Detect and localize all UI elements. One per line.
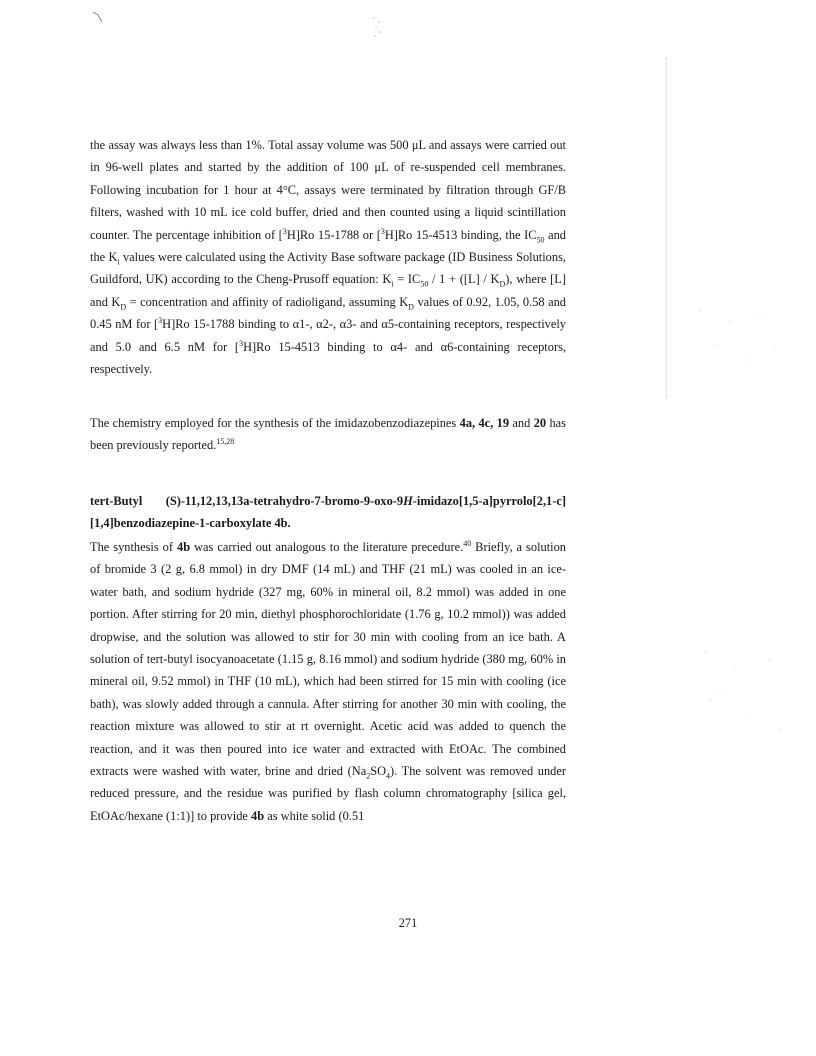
text-run: The synthesis of: [90, 540, 177, 554]
compound-label: 4b: [177, 540, 191, 554]
chemistry-note-paragraph: [90, 412, 566, 457]
text-run: the assay was always less than 1%. Total assay volume was 500 μL and assays were carried out in 96-well plates and started by the addition of 100 μL of re-suspended cell membranes. Following incubation for 1 hour at 4°C, assays were terminated by filtration through GF/B filters, washed with 10 mL ice cold buffer, dried and then counted using a liquid scintillation counter. The percentage inhibition of [: [90, 138, 566, 242]
compound-heading: [90, 490, 566, 535]
text-run: tert-Butyl (S)-11,12,13,13a-tetrahydro-7-bromo-9-oxo-9: [90, 494, 404, 508]
italic-run: H: [403, 494, 413, 508]
scan-noise: [690, 690, 790, 740]
subscript: 2: [366, 771, 371, 781]
scan-corner-mark: [92, 10, 108, 24]
text-run: has been previously reported.: [90, 416, 566, 453]
subscript: 50: [536, 235, 545, 245]
subscript: 50: [420, 279, 429, 289]
text-run: ), where [L] and K: [90, 272, 566, 309]
assay-method-paragraph: [90, 134, 566, 380]
text-run: was carried out analogous to the literature precedure.: [190, 540, 464, 554]
citation-superscript: 15,28: [216, 437, 235, 447]
subscript: i: [391, 279, 394, 289]
compound-label: 20: [533, 416, 547, 430]
text-run: -imidazo[1,5-a]pyrrolo[2,1-c][1,4]benzodiazepine-1-carboxylate 4b.: [90, 494, 566, 531]
page-number: 271: [398, 916, 418, 930]
subscript: 4: [386, 771, 391, 781]
text-run: / 1 + ([L] / K: [428, 272, 500, 287]
subscript: D: [120, 302, 127, 312]
text-run: = concentration and affinity of radioligand, assuming K: [126, 294, 409, 309]
scan-noise: [690, 300, 790, 370]
compound-label: 4b: [251, 808, 265, 823]
subscript: D: [499, 279, 506, 289]
text-run: H]Ro 15-1788 or [: [286, 227, 381, 242]
text-run: The chemistry employed for the synthesis of the imidazobenzodiazepines: [90, 416, 460, 430]
text-run: values of 0.92, 1.05, 0.58 and 0.45 nM for [: [90, 294, 566, 332]
text-run: and: [509, 416, 534, 430]
compound-label: 4a, 4c, 19: [459, 416, 510, 430]
text-run: SO: [370, 764, 387, 779]
text-run: = IC: [393, 272, 421, 287]
text-run: Briefly, a solution of bromide 3 (2 g, 6.8 mmol) in dry DMF (14 mL) and THF (21 mL) was cooled in an ice-water bath, and sodium hydride (327 mg, 60% in mineral oil, 8.2 mmol) was added in one portion. After stirring for 20 min, diethyl phosphorochloridate (1.76 g, 10.2 mmol)) was added dropwise, and the solution was allowed to stir for 30 min with cooling from an ice bath. A solution of tert-butyl isocyanoacetate (1.15 g, 8.16 mmol) and sodium hydride (380 mg, 60% in mineral oil, 9.52 mmol) in THF (10 mL), which had been stirred for 15 min with cooling (ice bath), was slowly added through a cannula. After stirring for another 30 min with cooling, the reaction mixture was allowed to stir at rt overnight. Acetic acid was added to quench the reaction, and it was then poured into ice water and extracted with EtOAc. The combined extracts were washed with water, brine and dried (Na: [90, 540, 566, 779]
text-run: values were calculated using the Activity Base software package (ID Business Solutions, Guildford, UK) according to the Cheng-Prusoff equation: K: [90, 250, 566, 287]
text-run: H]Ro 15-4513 binding to α4- and α6-containing receptors, respectively.: [90, 339, 566, 377]
margin-rule: [666, 58, 667, 398]
superscript: 3: [158, 316, 163, 326]
superscript: 3: [282, 226, 287, 236]
superscript: 3: [380, 226, 385, 236]
superscript: 3: [239, 338, 244, 348]
text-run: and the K: [90, 227, 566, 265]
scan-speckle-mark: [370, 14, 384, 40]
text-run: as white solid (0.51: [264, 808, 365, 823]
subscript: D: [408, 302, 414, 312]
text-run: ). The solvent was removed under reduced pressure, and the residue was purified by flash column chromatography [silica gel, EtOAc/hexane (1:1)] to provide: [90, 764, 566, 823]
citation-superscript: 40: [463, 538, 472, 548]
text-run: H]Ro 15-1788 binding to α1-, α2-, α3- and α5-containing receptors, respectively and 5.0 and 6.5 nM for [: [90, 317, 566, 354]
synthesis-paragraph: [90, 536, 566, 827]
text-run: H]Ro 15-4513 binding, the IC: [384, 227, 537, 242]
subscript: i: [117, 257, 120, 267]
